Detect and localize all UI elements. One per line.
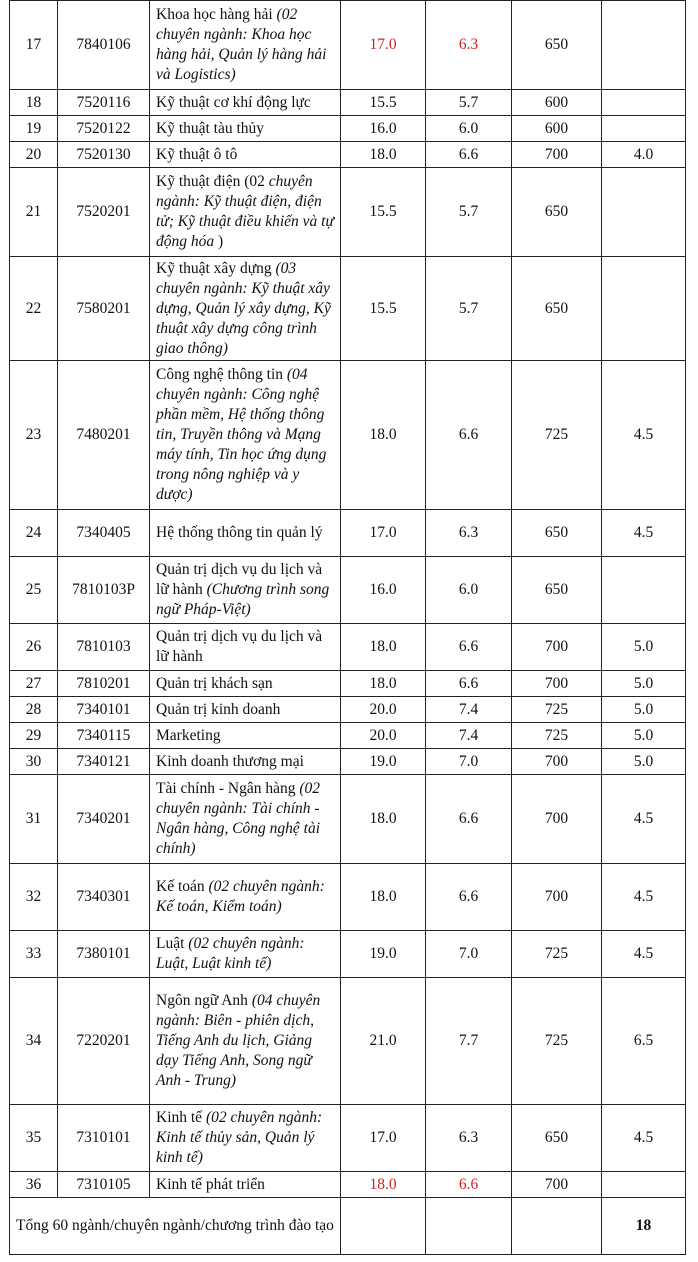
score-a: 15.5	[341, 257, 426, 361]
score-a: 20.0	[341, 723, 426, 749]
major-name: Khoa học hàng hải	[156, 6, 273, 23]
major-code: 7310101	[58, 1105, 150, 1172]
major-name-cell	[150, 723, 341, 749]
table-row	[10, 749, 686, 775]
major-code: 7810201	[58, 671, 150, 697]
score-d: 4.5	[602, 864, 686, 931]
total-label: Tổng 60 ngành/chuyên ngành/chương trình đào tạo	[10, 1198, 341, 1255]
major-code: 7810103P	[58, 557, 150, 624]
major-code: 7520130	[58, 142, 150, 168]
score-d	[602, 168, 686, 257]
score-b: 5.7	[426, 168, 512, 257]
table-row	[10, 864, 686, 931]
major-name-cell	[150, 510, 341, 557]
major-name-cell	[150, 142, 341, 168]
table-row	[10, 510, 686, 557]
major-specializations-note: (04 chuyên ngành: Biên - phiên dịch, Tiếng Anh du lịch, Giảng dạy Tiếng Anh, Song ngữ Anh - Trung)	[156, 992, 321, 1089]
score-d	[602, 1, 686, 90]
row-number: 25	[10, 557, 58, 624]
major-name-cell	[150, 864, 341, 931]
major-name: Quản trị dịch vụ du lịch và lữ hành	[156, 561, 323, 598]
score-a: 17.0	[341, 1105, 426, 1172]
row-number: 28	[10, 697, 58, 723]
major-code: 7480201	[58, 361, 150, 510]
score-c: 650	[512, 1, 602, 90]
score-b: 6.0	[426, 116, 512, 142]
major-code: 7340101	[58, 697, 150, 723]
table-row	[10, 723, 686, 749]
score-c: 700	[512, 775, 602, 864]
total-empty-cell-2	[426, 1198, 512, 1255]
total-empty-cell-1	[341, 1198, 426, 1255]
major-name: Tài chính - Ngân hàng	[156, 780, 296, 797]
score-b: 6.6	[426, 361, 512, 510]
score-b: 6.6	[426, 775, 512, 864]
major-name: Kỹ thuật tàu thủy	[156, 119, 265, 137]
major-name: Ngôn ngữ Anh	[156, 992, 248, 1009]
major-name-cell	[150, 931, 341, 978]
score-a: 18.0	[341, 361, 426, 510]
score-b: 6.3	[426, 1, 512, 90]
major-name-tail: )	[214, 233, 224, 250]
total-row	[10, 1198, 686, 1255]
major-name-cell	[150, 978, 341, 1105]
major-name-cell	[150, 697, 341, 723]
major-name: Quản trị kinh doanh	[156, 700, 281, 718]
major-code: 7340301	[58, 864, 150, 931]
row-number: 26	[10, 624, 58, 671]
score-b: 6.3	[426, 510, 512, 557]
score-b: 6.6	[426, 671, 512, 697]
row-number: 22	[10, 257, 58, 361]
major-name-cell	[150, 168, 341, 257]
table-row	[10, 931, 686, 978]
major-code: 7340115	[58, 723, 150, 749]
row-number: 24	[10, 510, 58, 557]
major-name-cell	[150, 624, 341, 671]
score-c: 650	[512, 510, 602, 557]
row-number: 30	[10, 749, 58, 775]
major-code: 7840106	[58, 1, 150, 90]
score-d: 4.5	[602, 931, 686, 978]
major-name: Kỹ thuật cơ khí động lực	[156, 93, 311, 111]
major-name: Quản trị khách sạn	[156, 674, 273, 692]
row-number: 21	[10, 168, 58, 257]
major-code: 7340405	[58, 510, 150, 557]
table-row	[10, 1, 686, 90]
major-code: 7380101	[58, 931, 150, 978]
score-b: 6.6	[426, 142, 512, 168]
major-name: Hệ thống thông tin quản lý	[156, 524, 323, 541]
score-c: 725	[512, 978, 602, 1105]
major-code: 7520116	[58, 90, 150, 116]
major-name-cell	[150, 257, 341, 361]
score-c: 700	[512, 624, 602, 671]
score-c: 700	[512, 864, 602, 931]
row-number: 31	[10, 775, 58, 864]
score-b: 7.4	[426, 723, 512, 749]
score-b: 7.7	[426, 978, 512, 1105]
major-name: Marketing	[156, 726, 221, 744]
score-c: 725	[512, 361, 602, 510]
score-d: 5.0	[602, 697, 686, 723]
major-specializations-note: chuyên ngành: Kỹ thuật điện, điện tử; Kỹ thuật điều khiển và tự động hóa	[156, 173, 334, 250]
score-d	[602, 90, 686, 116]
score-a: 18.0	[341, 864, 426, 931]
table-row	[10, 557, 686, 624]
score-a: 16.0	[341, 557, 426, 624]
major-code: 7520122	[58, 116, 150, 142]
major-name-cell	[150, 557, 341, 624]
score-d	[602, 116, 686, 142]
score-c: 700	[512, 142, 602, 168]
score-a: 20.0	[341, 697, 426, 723]
row-number: 35	[10, 1105, 58, 1172]
major-code: 7340121	[58, 749, 150, 775]
major-name: Kinh tế	[156, 1109, 203, 1126]
table-row	[10, 116, 686, 142]
score-a: 18.0	[341, 671, 426, 697]
score-c: 725	[512, 697, 602, 723]
row-number: 18	[10, 90, 58, 116]
row-number: 27	[10, 671, 58, 697]
table-row	[10, 978, 686, 1105]
major-name-cell	[150, 1105, 341, 1172]
score-d: 5.0	[602, 723, 686, 749]
score-a: 18.0	[341, 624, 426, 671]
row-number: 32	[10, 864, 58, 931]
admission-score-table-container	[9, 0, 686, 1255]
major-specializations-note: (02 chuyên ngành: Tài chính - Ngân hàng, Công nghệ tài chính)	[156, 780, 321, 857]
score-b: 6.6	[426, 864, 512, 931]
score-c: 600	[512, 116, 602, 142]
table-body	[10, 1, 686, 1198]
major-code: 7520201	[58, 168, 150, 257]
table-row	[10, 775, 686, 864]
major-name-cell	[150, 749, 341, 775]
score-b: 5.7	[426, 90, 512, 116]
score-b: 7.0	[426, 931, 512, 978]
major-code: 7220201	[58, 978, 150, 1105]
score-d	[602, 1172, 686, 1198]
score-b: 7.4	[426, 697, 512, 723]
score-a: 18.0	[341, 1172, 426, 1198]
major-name-cell	[150, 671, 341, 697]
major-specializations-note: (03 chuyên ngành: Kỹ thuật xây dựng, Quản lý xây dựng, Kỹ thuật xây dựng công trình giao thông)	[156, 259, 331, 357]
table-row	[10, 697, 686, 723]
score-d: 5.0	[602, 749, 686, 775]
score-c: 700	[512, 1172, 602, 1198]
row-number: 20	[10, 142, 58, 168]
major-name: Công nghệ thông tin	[156, 366, 284, 383]
table-row	[10, 1172, 686, 1198]
table-row	[10, 257, 686, 361]
score-c: 600	[512, 90, 602, 116]
score-b: 6.3	[426, 1105, 512, 1172]
score-b: 7.0	[426, 749, 512, 775]
major-name-cell	[150, 775, 341, 864]
major-specializations-note: (02 chuyên ngành: Luật, Luật kinh tế)	[156, 935, 305, 972]
major-code: 7310105	[58, 1172, 150, 1198]
table-row	[10, 90, 686, 116]
major-code: 7340201	[58, 775, 150, 864]
score-c: 650	[512, 557, 602, 624]
total-empty-cell-3	[512, 1198, 602, 1255]
row-number: 29	[10, 723, 58, 749]
score-a: 16.0	[341, 116, 426, 142]
major-name: Quản trị dịch vụ du lịch và lữ hành	[156, 628, 323, 665]
major-name: Kỹ thuật điện (02	[156, 173, 265, 190]
score-d	[602, 257, 686, 361]
score-a: 17.0	[341, 1, 426, 90]
major-specializations-note: (Chương trình song ngữ Pháp-Việt)	[156, 581, 330, 618]
score-d: 4.0	[602, 142, 686, 168]
score-a: 18.0	[341, 142, 426, 168]
score-d	[602, 557, 686, 624]
major-name-cell	[150, 1172, 341, 1198]
score-b: 6.6	[426, 1172, 512, 1198]
major-specializations-note: (04 chuyên ngành: Công nghệ phần mềm, Hệ thống thông tin, Truyền thông và Mạng máy tính, Tin học ứng dụng trong nông nghiệp và y dược)	[156, 366, 327, 503]
score-b: 6.6	[426, 624, 512, 671]
score-d: 4.5	[602, 775, 686, 864]
table-row	[10, 142, 686, 168]
table-row	[10, 361, 686, 510]
score-d: 5.0	[602, 624, 686, 671]
score-d: 5.0	[602, 671, 686, 697]
score-c: 725	[512, 931, 602, 978]
major-name: Kỹ thuật ô tô	[156, 145, 238, 163]
score-c: 700	[512, 749, 602, 775]
score-c: 725	[512, 723, 602, 749]
score-a: 17.0	[341, 510, 426, 557]
score-c: 650	[512, 257, 602, 361]
major-name: Kinh tế phát triển	[156, 1175, 265, 1193]
major-name: Kỹ thuật xây dựng	[156, 259, 272, 277]
row-number: 17	[10, 1, 58, 90]
major-specializations-note: (02 chuyên ngành: Kế toán, Kiểm toán)	[156, 878, 325, 915]
major-specializations-note: (02 chuyên ngành: Kinh tế thủy sản, Quản lý kinh tế)	[156, 1109, 323, 1166]
score-c: 650	[512, 168, 602, 257]
table-row	[10, 624, 686, 671]
score-c: 700	[512, 671, 602, 697]
score-a: 19.0	[341, 931, 426, 978]
table-row	[10, 1105, 686, 1172]
score-a: 15.5	[341, 90, 426, 116]
score-a: 19.0	[341, 749, 426, 775]
major-name-cell	[150, 116, 341, 142]
table-row	[10, 168, 686, 257]
table-row	[10, 671, 686, 697]
total-value: 18	[602, 1198, 686, 1255]
major-name: Kế toán	[156, 878, 205, 895]
row-number: 23	[10, 361, 58, 510]
score-c: 650	[512, 1105, 602, 1172]
score-d: 6.5	[602, 978, 686, 1105]
score-b: 6.0	[426, 557, 512, 624]
major-name-cell	[150, 90, 341, 116]
score-d: 4.5	[602, 361, 686, 510]
major-name: Kinh doanh thương mại	[156, 752, 304, 770]
major-code: 7580201	[58, 257, 150, 361]
row-number: 34	[10, 978, 58, 1105]
row-number: 19	[10, 116, 58, 142]
score-a: 18.0	[341, 775, 426, 864]
score-d: 4.5	[602, 510, 686, 557]
major-code: 7810103	[58, 624, 150, 671]
major-name: Luật	[156, 935, 185, 952]
admission-score-table	[9, 0, 686, 1255]
major-specializations-note: (02 chuyên ngành: Khoa học hàng hải, Quản lý hàng hải và Logistics)	[156, 6, 327, 83]
score-d: 4.5	[602, 1105, 686, 1172]
score-a: 15.5	[341, 168, 426, 257]
score-a: 21.0	[341, 978, 426, 1105]
row-number: 36	[10, 1172, 58, 1198]
score-b: 5.7	[426, 257, 512, 361]
major-name-cell	[150, 361, 341, 510]
row-number: 33	[10, 931, 58, 978]
major-name-cell	[150, 1, 341, 90]
